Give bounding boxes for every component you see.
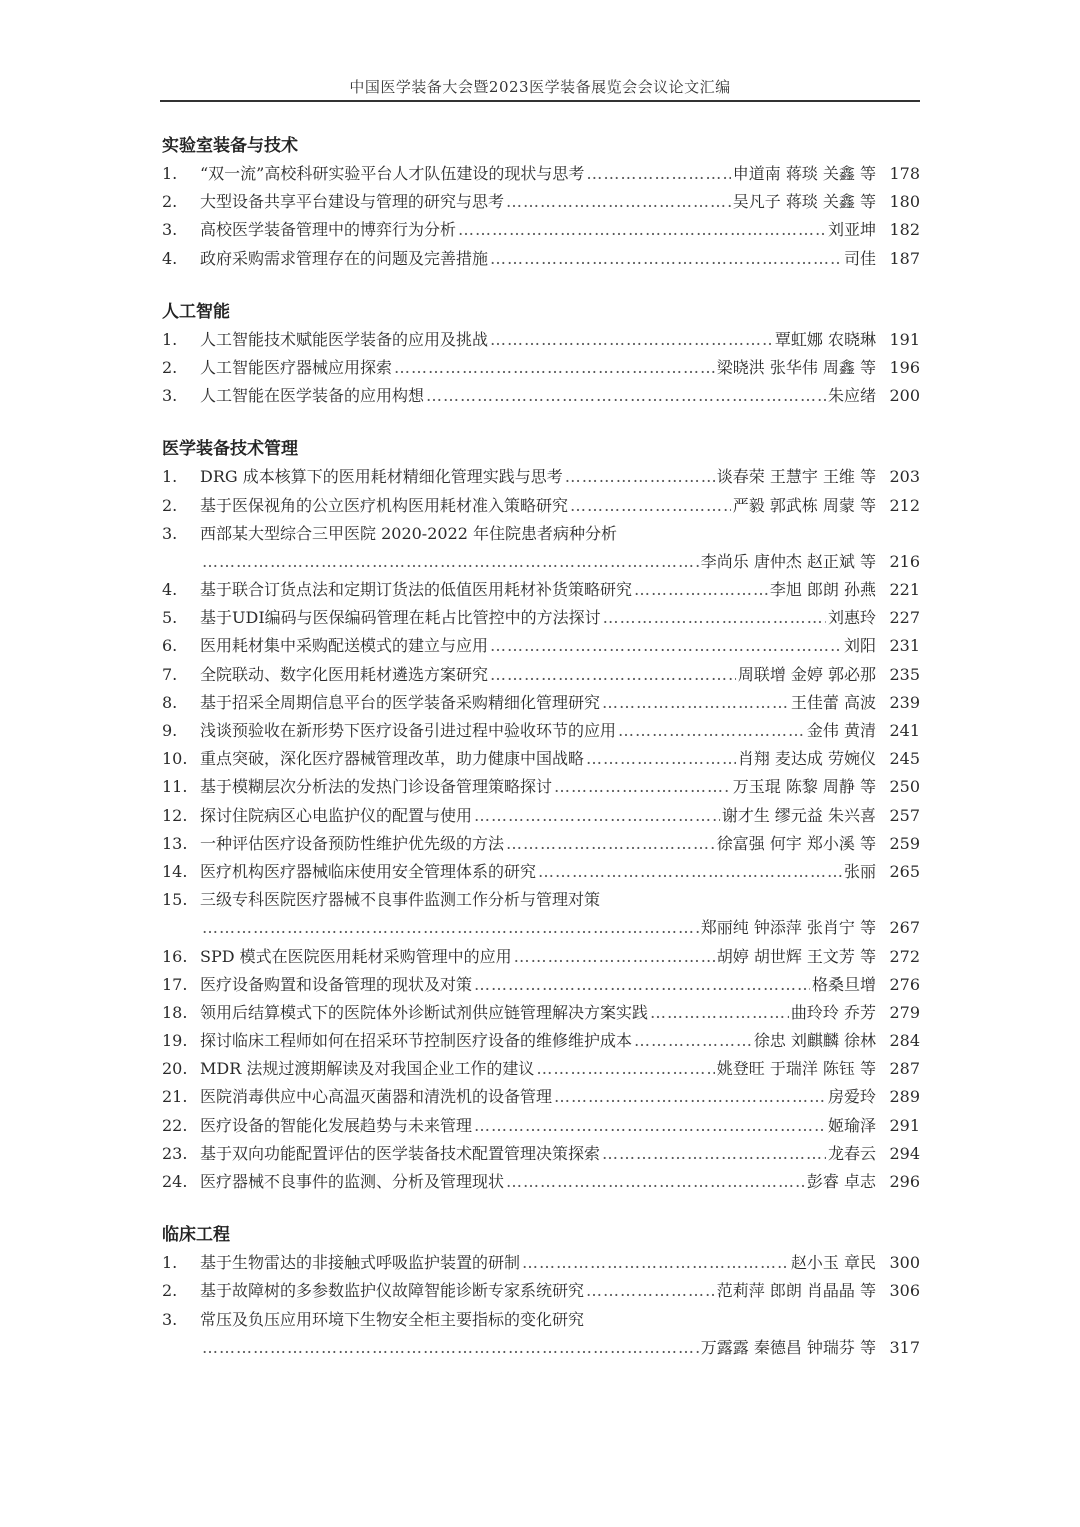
entry-number: 16. (162, 946, 188, 966)
entry-authors: 李旭 郎朗 孙燕 (769, 580, 876, 600)
entry-page: 191 (889, 329, 920, 349)
toc-entry (162, 632, 920, 660)
entry-title: 政府采购需求管理存在的问题及完善措施 (200, 248, 489, 268)
dot-leader (506, 188, 731, 216)
dot-leader (506, 1168, 805, 1196)
entry-title: 领用后结算模式下的医院体外诊断试剂供应链管理解决方案实践 (200, 1002, 649, 1022)
entry-title: 医院消毒供应中心高温灭菌器和清洗机的设备管理 (200, 1087, 553, 1107)
toc-entry (162, 1168, 920, 1196)
entry-number: 1. (162, 329, 178, 349)
section-title: 实验室装备与技术 (162, 136, 298, 156)
toc-entry (162, 188, 920, 216)
toc-entry-line (162, 382, 920, 410)
entry-title: 基于联合订货点法和定期订货法的低值医用耗材补货策略研究 (200, 580, 633, 600)
toc-entry-line (162, 216, 920, 244)
toc-entry (162, 326, 920, 354)
entry-number: 23. (162, 1143, 188, 1163)
entry-page: 287 (889, 1059, 920, 1079)
entry-authors: 严毅 郭武栋 周蒙 等 (732, 495, 876, 515)
toc-entry (162, 604, 920, 632)
entry-page: 306 (889, 1281, 920, 1301)
toc-entry-line (162, 886, 920, 914)
entry-title: 探讨住院病区心电监护仪的配置与使用 (200, 805, 473, 825)
toc-entry (162, 773, 920, 801)
entry-authors: 范莉萍 郎朗 肖晶晶 等 (716, 1281, 876, 1301)
toc-entry-line (162, 1306, 920, 1334)
entry-page: 245 (889, 749, 920, 769)
toc-entry (162, 971, 920, 999)
entry-page: 180 (889, 192, 920, 212)
entry-page: 241 (889, 721, 920, 740)
entry-page: 250 (889, 777, 920, 797)
entry-page: 216 (889, 551, 920, 571)
toc-entry (162, 576, 920, 604)
dot-leader (474, 1112, 826, 1140)
dot-leader (634, 576, 768, 604)
dot-leader (490, 661, 736, 689)
dot-leader (586, 160, 730, 188)
toc-section (162, 1221, 920, 1362)
section-title: 医学装备技术管理 (162, 439, 298, 460)
dot-leader (570, 492, 731, 520)
entry-authors: 徐富强 何宇 郑小溪 等 (716, 833, 876, 853)
toc-entry-line (162, 1112, 920, 1140)
entry-page: 265 (889, 861, 920, 881)
entry-authors: 刘阳 (843, 636, 876, 656)
toc-entry-line (162, 354, 920, 382)
entry-authors: 彭睿 卓志 (806, 1172, 876, 1191)
dot-leader (426, 382, 826, 410)
entry-authors: 肖翔 麦达成 劳婉仪 (737, 749, 876, 769)
entry-number: 7. (162, 664, 178, 684)
entry-title: 一种评估医疗设备预防性维护优先级的方法 (200, 833, 505, 853)
entry-title: 医疗器械不良事件的监测、分析及管理现状 (200, 1172, 505, 1191)
entry-page: 259 (889, 833, 920, 853)
entry-page: 239 (889, 692, 920, 712)
entry-title: 基于故障树的多参数监护仪故障智能诊断专家系统研究 (200, 1281, 585, 1301)
entry-title: 医疗设备购置和设备管理的现状及对策 (200, 974, 473, 994)
dot-leader (618, 717, 805, 745)
dot-leader (602, 1140, 826, 1168)
toc-entry-line (162, 548, 920, 576)
entry-authors: 张丽 (843, 861, 876, 881)
toc-entry-line (162, 326, 920, 354)
entry-number: 2. (162, 357, 178, 377)
entry-number: 3. (162, 523, 178, 543)
entry-title: 基于UDI编码与医保编码管理在耗占比管控中的方法探讨 (200, 608, 601, 628)
toc-entry (162, 886, 920, 942)
entry-title: 西部某大型综合三甲医院 2020-2022 年住院患者病种分析 (200, 523, 618, 543)
entry-title: 基于生物雷达的非接触式呼吸监护装置的研制 (200, 1253, 521, 1273)
entry-page: 284 (889, 1031, 920, 1051)
entry-number: 14. (162, 861, 188, 881)
entry-page: 272 (889, 946, 920, 966)
entry-page: 294 (889, 1143, 920, 1163)
entry-authors: 刘惠玲 (827, 608, 876, 628)
entry-authors: 胡婷 胡世辉 王文芳 等 (716, 946, 876, 966)
toc-entry-line (162, 802, 920, 830)
entry-page: 267 (889, 918, 920, 938)
entry-authors: 司佳 (843, 248, 876, 268)
entry-number: 8. (162, 692, 178, 712)
entry-number: 1. (162, 164, 178, 183)
toc-entry (162, 1249, 920, 1277)
entry-authors: 曲玲玲 乔芳 (790, 1002, 876, 1022)
entry-number: 12. (162, 805, 188, 825)
entry-authors: 姬瑜泽 (827, 1115, 876, 1135)
entry-page: 291 (889, 1115, 920, 1135)
toc-entry (162, 160, 920, 188)
dot-leader (394, 354, 715, 382)
toc-entry-line (162, 943, 920, 971)
toc-section (162, 132, 920, 273)
toc-entry-line (162, 1168, 920, 1196)
toc-entry-line (162, 858, 920, 886)
dot-leader (554, 773, 731, 801)
toc-entry-line (162, 1055, 920, 1083)
toc-entry (162, 1027, 920, 1055)
toc-entry-line (162, 1027, 920, 1055)
dot-leader (202, 1334, 699, 1362)
entry-title: 基于双向功能配置评估的医学装备技术配置管理决策探索 (200, 1143, 601, 1163)
entry-page: 289 (889, 1087, 920, 1107)
toc-entry (162, 717, 920, 745)
entry-number: 18. (162, 1002, 188, 1022)
entry-number: 4. (162, 580, 178, 600)
entry-title: 重点突破，深化医疗器械管理改革，助力健康中国战略 (200, 749, 585, 769)
entry-number: 5. (162, 608, 178, 628)
dot-leader (202, 914, 699, 942)
dot-leader (202, 548, 699, 576)
toc-entry (162, 745, 920, 773)
entry-authors: 周联增 金婷 郭必那 (737, 664, 876, 684)
entry-page: 300 (889, 1253, 920, 1273)
entry-title: 人工智能技术赋能医学装备的应用及挑战 (200, 329, 489, 349)
entry-title: SPD 模式在医院医用耗材采购管理中的应用 (200, 946, 512, 966)
toc-section (162, 435, 920, 1196)
entry-number: 4. (162, 248, 178, 268)
toc-entry-line (162, 188, 920, 216)
entry-title: 基于招采全周期信息平台的医学装备采购精细化管理研究 (200, 692, 601, 712)
entry-authors: 谢才生 缪元益 朱兴喜 (721, 805, 876, 825)
toc-entry-line (162, 1334, 920, 1362)
toc-entry (162, 463, 920, 491)
toc-entry (162, 1083, 920, 1111)
toc-entry-line (162, 576, 920, 604)
entry-title: 全院联动、数字化医用耗材遴选方案研究 (200, 664, 489, 684)
entry-page: 203 (889, 467, 920, 487)
toc-entry-line (162, 745, 920, 773)
entry-page: 212 (889, 495, 920, 515)
toc-entry-line (162, 492, 920, 520)
toc-entry (162, 382, 920, 410)
entry-number: 24. (162, 1172, 188, 1191)
toc-entry-line (162, 463, 920, 491)
toc-entry (162, 1306, 920, 1362)
toc-entry (162, 858, 920, 886)
toc-entry-line (162, 773, 920, 801)
entry-authors: 吴凡子 蒋琰 关鑫 等 (732, 192, 876, 212)
entry-number: 1. (162, 467, 178, 487)
entry-authors: 梁晓洪 张华伟 周鑫 等 (716, 357, 876, 377)
dot-leader (603, 604, 826, 632)
toc-entry (162, 1277, 920, 1305)
entry-number: 10. (162, 749, 188, 769)
entry-authors: 郑丽纯 钟添萍 张肖宁 等 (700, 918, 876, 938)
dot-leader (458, 216, 826, 244)
toc-entry (162, 802, 920, 830)
dot-leader (506, 830, 715, 858)
dot-leader (586, 745, 736, 773)
entry-page: 276 (889, 974, 920, 994)
entry-title: MDR 法规过渡期解读及对我国企业工作的建议 (200, 1059, 535, 1079)
entry-page: 196 (889, 357, 920, 377)
entry-page: 296 (889, 1172, 920, 1191)
entry-number: 2. (162, 1281, 178, 1301)
entry-authors: 格桑旦增 (811, 974, 876, 994)
entry-authors: 赵小玉 章民 (790, 1253, 876, 1273)
entry-number: 3. (162, 220, 178, 240)
entry-title: 高校医学装备管理中的博弈行为分析 (200, 220, 457, 240)
toc-entry-line (162, 1249, 920, 1277)
entry-authors: 万玉琨 陈黎 周静 等 (732, 777, 876, 797)
entry-page: 227 (889, 608, 920, 628)
entry-title: 基于模糊层次分析法的发热门诊设备管理策略探讨 (200, 777, 553, 797)
entry-authors: 谈春荣 王慧宇 王维 等 (716, 467, 876, 487)
toc-entry-line (162, 632, 920, 660)
entry-title: DRG 成本核算下的医用耗材精细化管理实践与思考 (200, 467, 563, 487)
entry-number: 11. (162, 777, 188, 797)
entry-authors: 金伟 黄清 (806, 721, 876, 740)
entry-page: 182 (889, 220, 920, 240)
toc-entry (162, 1112, 920, 1140)
toc-section (162, 298, 920, 411)
entry-number: 3. (162, 386, 178, 406)
entry-authors: 王佳蕾 高波 (790, 692, 876, 712)
entry-authors: 万露露 秦德昌 钟瑞芬 等 (700, 1337, 876, 1357)
toc-entry (162, 943, 920, 971)
entry-number: 15. (162, 890, 188, 910)
entry-number: 20. (162, 1059, 188, 1079)
dot-leader (586, 1277, 715, 1305)
toc-entry-line (162, 689, 920, 717)
toc-entry (162, 661, 920, 689)
toc-entry (162, 520, 920, 576)
entry-number: 21. (162, 1087, 188, 1107)
toc-entry (162, 1055, 920, 1083)
toc-entry-line (162, 999, 920, 1027)
entry-number: 22. (162, 1115, 188, 1135)
entry-title: 人工智能在医学装备的应用构想 (200, 386, 425, 406)
entry-authors: 龙春云 (827, 1143, 876, 1163)
entry-title: 大型设备共享平台建设与管理的研究与思考 (200, 192, 505, 212)
section-title: 人工智能 (162, 301, 230, 322)
entry-title: 常压及负压应用环境下生物安全柜主要指标的变化研究 (200, 1309, 585, 1329)
dot-leader (522, 1249, 789, 1277)
toc-entry-line (162, 971, 920, 999)
toc-entry (162, 216, 920, 244)
dot-leader (602, 689, 789, 717)
dot-leader (554, 1083, 826, 1111)
entry-authors: 李尚乐 唐仲杰 赵正斌 等 (700, 551, 876, 571)
entry-page: 257 (889, 805, 920, 825)
toc-entry-line (162, 914, 920, 942)
entry-authors: 覃虹娜 农晓琳 (774, 329, 876, 349)
dot-leader (565, 463, 715, 491)
entry-authors: 姚登旺 于瑞洋 陈钰 等 (716, 1059, 876, 1079)
entry-page: 221 (889, 580, 920, 600)
entry-number: 13. (162, 833, 188, 853)
dot-leader (490, 326, 773, 354)
toc-entry (162, 492, 920, 520)
dot-leader (474, 971, 810, 999)
toc-entry-line (162, 717, 920, 745)
entry-title: 人工智能医疗器械应用探索 (200, 357, 393, 377)
entry-title: “双一流”高校科研实验平台人才队伍建设的现状与思考 (200, 164, 585, 183)
toc-entry-line (162, 661, 920, 689)
dot-leader (538, 858, 842, 886)
entry-authors: 徐忠 刘麒麟 徐林 (753, 1031, 876, 1051)
entry-page: 279 (889, 1002, 920, 1022)
entry-page: 187 (889, 248, 920, 268)
toc-entry (162, 689, 920, 717)
entry-title: 医疗设备的智能化发展趋势与未来管理 (200, 1115, 473, 1135)
toc-entry-line (162, 1083, 920, 1111)
toc-entry (162, 1140, 920, 1168)
entry-page: 178 (889, 164, 920, 183)
dot-leader (650, 999, 789, 1027)
toc-entry (162, 245, 920, 273)
entry-number: 3. (162, 1309, 178, 1329)
entry-page: 231 (889, 636, 920, 656)
entry-number: 9. (162, 721, 178, 740)
toc-entry (162, 830, 920, 858)
running-header: 中国医学装备大会暨2023医学装备展览会会议论文汇编 (349, 78, 731, 96)
entry-authors: 刘亚坤 (827, 220, 876, 240)
toc-entry (162, 999, 920, 1027)
header-rule (160, 100, 920, 102)
entry-number: 17. (162, 974, 188, 994)
entry-number: 1. (162, 1253, 178, 1273)
entry-page: 317 (889, 1337, 920, 1357)
entry-title: 浅谈预验收在新形势下医疗设备引进过程中验收环节的应用 (200, 721, 617, 740)
entry-number: 2. (162, 495, 178, 515)
entry-title: 医用耗材集中采购配送模式的建立与应用 (200, 636, 489, 656)
entry-title: 医疗机构医疗器械临床使用安全管理体系的研究 (200, 861, 537, 881)
toc-entry-line (162, 160, 920, 188)
dot-leader (474, 802, 720, 830)
table-of-contents (162, 132, 920, 1387)
entry-authors: 房爱玲 (827, 1087, 876, 1107)
entry-number: 19. (162, 1031, 188, 1051)
section-title: 临床工程 (162, 1225, 230, 1246)
dot-leader (490, 245, 842, 273)
toc-entry-line (162, 830, 920, 858)
toc-entry-line (162, 520, 920, 548)
entry-authors: 申道南 蒋琰 关鑫 等 (732, 164, 876, 183)
entry-number: 6. (162, 636, 178, 656)
entry-authors: 朱应绪 (827, 386, 876, 406)
entry-title: 基于医保视角的公立医疗机构医用耗材准入策略研究 (200, 495, 569, 515)
entry-page: 200 (889, 386, 920, 406)
toc-entry-line (162, 1277, 920, 1305)
entry-title: 探讨临床工程师如何在招采环节控制医疗设备的维修维护成本 (200, 1031, 633, 1051)
dot-leader (634, 1027, 752, 1055)
entry-title: 三级专科医院医疗器械不良事件监测工作分析与管理对策 (200, 890, 601, 910)
toc-entry-line (162, 1140, 920, 1168)
dot-leader (536, 1055, 714, 1083)
toc-entry (162, 354, 920, 382)
entry-number: 2. (162, 192, 178, 212)
dot-leader (514, 943, 715, 971)
entry-page: 235 (889, 664, 920, 684)
toc-entry-line (162, 245, 920, 273)
toc-entry-line (162, 604, 920, 632)
dot-leader (490, 632, 842, 660)
